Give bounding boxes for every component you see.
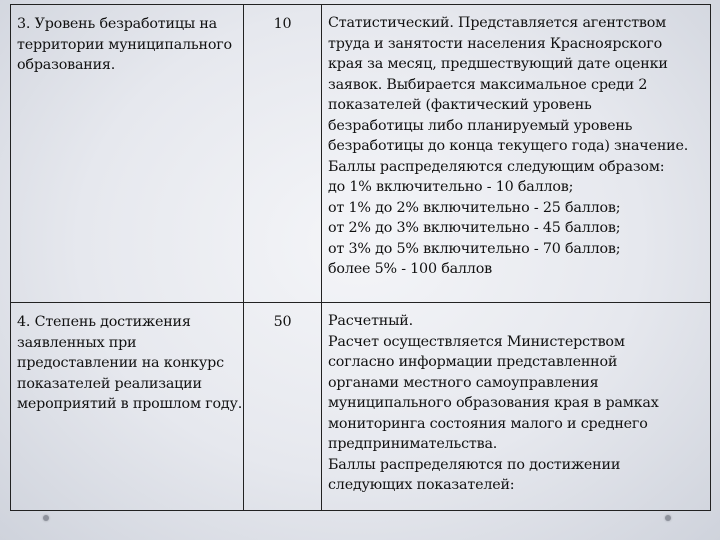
description-line: Баллы распределяются следующим образом:: [328, 158, 665, 175]
criteria-table: [10, 4, 711, 511]
table-row: [11, 303, 711, 511]
description-line: более 5% - 100 баллов: [328, 261, 492, 277]
description-line: органами местного самоуправления: [328, 374, 599, 391]
description-line: Баллы распределяются по достижении: [328, 456, 621, 473]
criterion-line: территории муниципального: [17, 36, 232, 53]
description-line: до 1% включительно - 10 баллов;: [328, 179, 574, 195]
criterion-line: показателей реализации: [17, 375, 202, 392]
description-cell: [322, 303, 711, 511]
description-line: муниципального образования края в рамках: [328, 395, 659, 411]
description-line: следующих показателей:: [328, 477, 515, 493]
description-line: от 2% до 3% включительно - 45 баллов;: [328, 220, 621, 236]
description-line: Расчетный.: [328, 313, 413, 329]
criterion-line: мероприятий в прошлом году.: [17, 396, 243, 412]
criterion-cell: [11, 5, 244, 303]
description-line: мониторинга состояния малого и среднего: [328, 415, 648, 432]
description-line: заявок. Выбирается максимальное среди 2: [328, 76, 648, 93]
score-value: 50: [273, 314, 292, 330]
slide-corner-dot-left: [43, 515, 49, 521]
table-row: [11, 5, 711, 303]
criterion-line: заявленных при: [17, 334, 137, 351]
score-value: 10: [273, 16, 292, 32]
description-line: показателей (фактический уровень: [328, 97, 592, 113]
criterion-cell: [11, 303, 244, 511]
criterion-line: предоставлении на конкурс: [17, 355, 224, 371]
description-line: согласно информации представленной: [328, 354, 618, 370]
description-line: от 1% до 2% включительно - 25 баллов;: [328, 199, 621, 216]
criterion-line: образования.: [17, 57, 116, 73]
slide-corner-dot-right: [665, 515, 671, 521]
description-line: Статистический. Представляется агентством: [328, 15, 667, 31]
description-line: безработицы до конца текущего года) значение.: [328, 138, 689, 154]
criterion-line: 4. Степень достижения: [17, 314, 191, 330]
description-line: края за месяц, предшествующий дате оценки: [328, 56, 668, 72]
description-line: безработицы либо планируемый уровень: [328, 117, 633, 134]
score-cell: [244, 303, 322, 511]
criterion-line: 3. Уровень безработицы на: [17, 16, 218, 32]
description-line: труда и занятости населения Красноярского: [328, 35, 662, 52]
score-cell: [244, 5, 322, 303]
description-line: предпринимательства.: [328, 436, 498, 452]
description-line: от 3% до 5% включительно - 70 баллов;: [328, 240, 621, 257]
description-line: Расчет осуществляется Министерством: [328, 333, 625, 350]
description-cell: [322, 5, 711, 303]
